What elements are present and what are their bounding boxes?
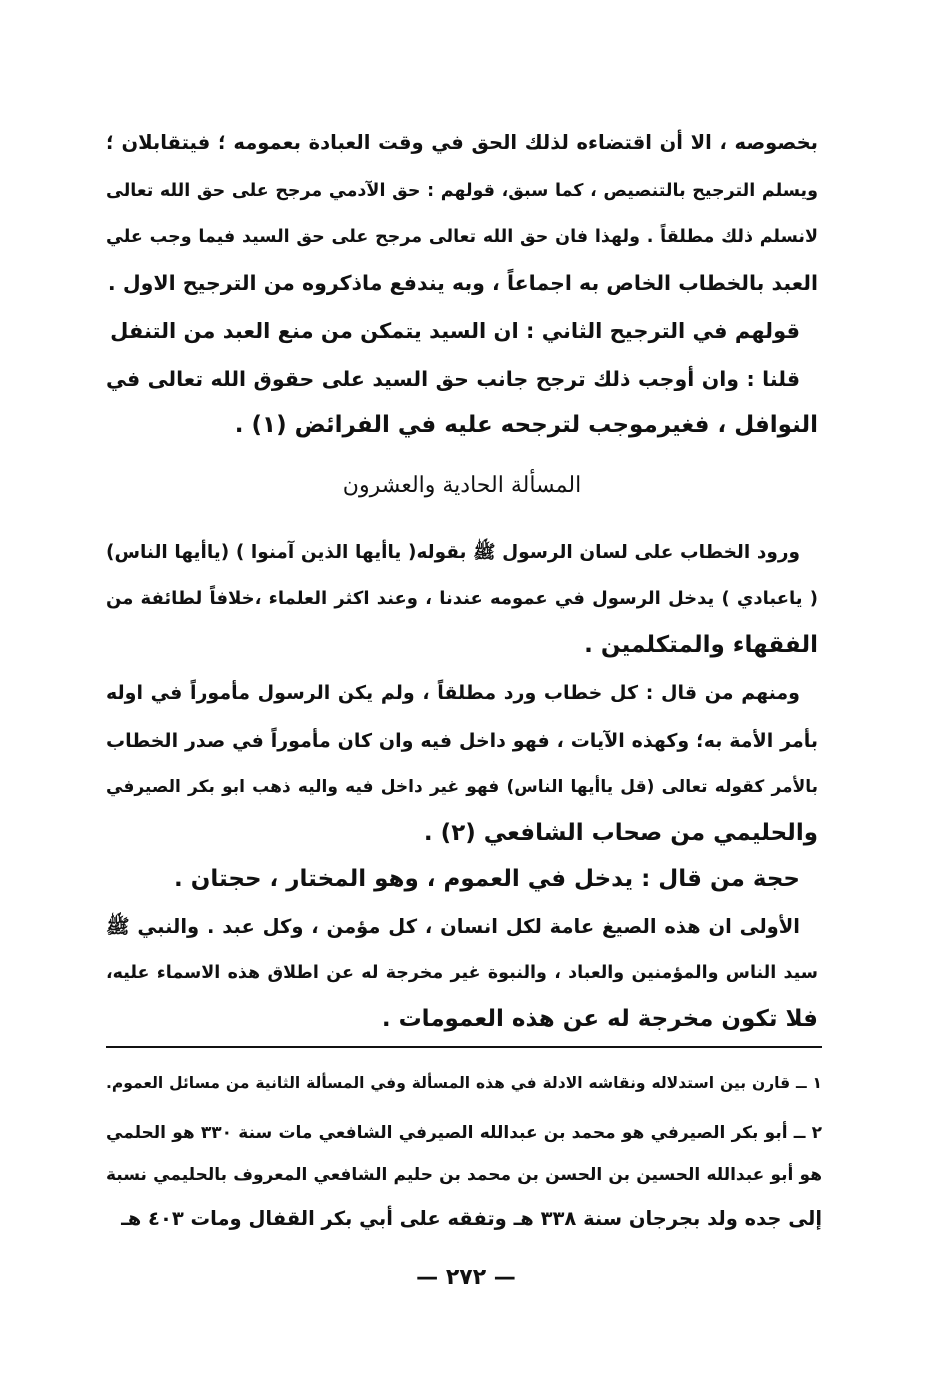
body-line-15: حجة من قال : يدخل في العموم ، وهو المختار ، حجتان .	[174, 866, 800, 892]
body-line-14: والحليمي من صحاب الشافعي (٢) .	[423, 820, 818, 846]
body-line-8: ورود الخطاب على لسان الرسول ﷺ بقوله( ياأيها الذين آمنوا ) (ياأيها الناس)	[106, 542, 800, 563]
body-line-5: قولهم في الترجيح الثاني : ان السيد يتمكن من منع العبد من التنفل	[110, 319, 800, 343]
body-line-1: بخصوصه ، الا أن اقتضاءه لذلك الحق في وقت العبادة بعمومه ؛ فيتقابلان ؛	[106, 131, 818, 154]
footnote-separator	[106, 1046, 822, 1048]
body-line-4: العبد بالخطاب الخاص به اجماعاً ، وبه يندفع ماذكروه من الترجيح الاول .	[107, 271, 818, 295]
body-line-13: بالأمر كقوله تعالى (قل ياأيها الناس) فهو غير داخل فيه واليه ذهب ابو بكر الصيرفي	[106, 777, 818, 797]
footnote-1: ١ ــ قارن بين استدلاله ونقاشه الادلة في هذه المسألة وفي المسألة الثانية من مسائل العموم.	[106, 1074, 822, 1092]
body-line-3: لانسلم ذلك مطلقاً . ولهذا فان حق الله تعالى مرجح على حق السيد فيما وجب علي	[106, 227, 818, 247]
body-line-6: قلنا : وان أوجب ذلك ترجح جانب حق السيد على حقوق الله تعالى في	[106, 367, 800, 391]
body-line-17: سيد الناس والمؤمنين والعباد ، والنبوة غير مخرجة له عن اطلاق هذه الاسماء عليه،	[106, 963, 818, 983]
footnote-2-end: إلى جده ولد بجرجان سنة ٣٣٨ هـ وتفقه على أبي بكر القفال ومات ٤٠٣ هـ	[121, 1207, 822, 1230]
body-line-16: الأولى ان هذه الصيغ عامة لكل انسان ، كل مؤمن ، وكل عبد . والنبي ﷺ	[106, 915, 800, 938]
footnote-2-cont: هو أبو عبدالله الحسين بن الحسن بن محمد بن حليم الشافعي المعروف بالحليمي نسبة	[106, 1165, 822, 1185]
body-line-10: الفقهاء والمتكلمين .	[584, 632, 818, 658]
body-line-7: النوافل ، فغيرموجب لترجحه عليه في الفرائض (١) .	[234, 412, 818, 438]
body-line-12: بأمر الأمة به؛ وكهذه الآيات ، فهو داخل فيه وان كان مأموراً في صدر الخطاب	[106, 730, 818, 752]
body-line-18: فلا تكون مخرجة له عن هذه العمومات .	[381, 1006, 818, 1032]
body-line-9: ( ياعبادي ) يدخل الرسول في عمومه عندنا ، وعند اكثر العلماء ،خلافاً لطائفة من	[106, 588, 818, 609]
body-line-2: ويسلم الترجيح بالتنصيص ، كما سبق، قولهم : حق الآدمي مرجح على حق الله تعالى	[106, 181, 818, 201]
page-number: — ٢٧٢ —	[416, 1265, 516, 1290]
body-line-11: ومنهم من قال : كل خطاب ورد مطلقاً ، ولم يكن الرسول مأموراً في اوله	[106, 682, 800, 704]
section-heading: المسألة الحادية والعشرون	[342, 473, 582, 498]
footnote-2: ٢ ــ أبو بكر الصيرفي هو محمد بن عبدالله الصيرفي الشافعي مات سنة ٣٣٠ هو الحلمي	[106, 1123, 822, 1143]
